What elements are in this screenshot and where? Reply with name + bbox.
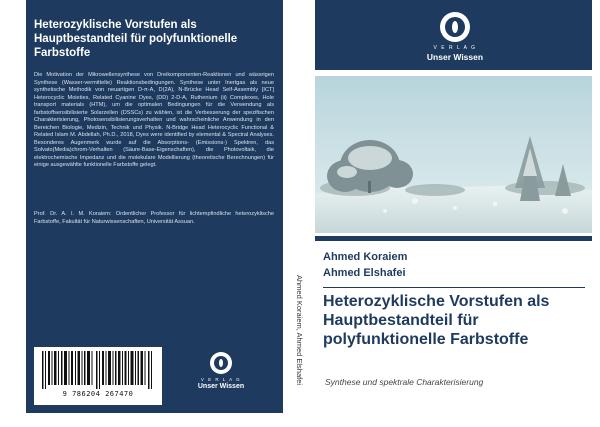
spine-authors: Ahmed Koraiem, Ahmed Elshafei bbox=[295, 275, 304, 386]
barcode-icon bbox=[40, 351, 156, 389]
book-title: Heterozyklische Vorstufen als Hauptbestandteil für polyfunktionelle Farbstoffe bbox=[323, 293, 550, 348]
back-publisher-logo bbox=[191, 352, 251, 390]
back-description: Die Motivation der Mikrowellensynthese von Dreikomponenten-Reaktionen und wässrigen Synthese (Wasser-vermittelte) Reaktionsbedingungen. Synthese unter Inertgas als neue synthetische Methodik von neuartigen D-π-A, D(2A), N-Brücke Head Self-Assembly [ICT] Heterocyclic Moieties, Related Cyanine Dyes, (DD) 2-D-A, Ruthenium (ii) Complexes, Hole transport materials (HTM), um die optimalen Bedingungen für die Verwendung als farbstoffsensibilisierte Solarzellen (DSSCs) zu wählen, ist die Verbesserung der spezifischen Charakterisierung, Photosensibilisierungsverhalten und wahrscheinliche Anwendung in den Bereichen Biologie, Medizin, Technik und Physik. N-Bridge Head Heterocyclic Functional & Related Islam M. Abdellah, Ph.D., 2018, Dyes were identified by elemental & Spectral Analyses. Besonderes Augenmerk wurde auf die Absorptions- (Emissions-) Spektren, das Solvato(Media)chrom-Verhalten (Säure-Base-Eigenschaften), die Photovoltaik, die elektrochemische Impedanz und die molekulare Modellierung (theoretische Berechnungen) für einige ausgewählte funktionelle Farbstoffe gelegt. bbox=[34, 72, 274, 168]
cover-photo-snowy-landscape bbox=[315, 76, 592, 233]
back-title: Heterozyklische Vorstufen als Hauptbestandteil für polyfunktionelle Farbstoffe bbox=[34, 19, 238, 59]
leaf-circle-icon bbox=[440, 12, 470, 42]
back-cover bbox=[26, 0, 283, 413]
author-name: Ahmed Elshafei bbox=[323, 267, 406, 279]
author-name: Ahmed Koraiem bbox=[323, 251, 408, 263]
title-divider bbox=[323, 287, 585, 288]
publisher-name: Unser Wissen bbox=[426, 52, 484, 62]
blue-strip bbox=[315, 236, 592, 241]
author-list bbox=[323, 249, 583, 281]
front-header-band bbox=[315, 0, 592, 70]
book-subtitle: Synthese und spektrale Charakterisierung bbox=[325, 377, 484, 387]
isbn-number: 9 786204 267470 bbox=[62, 390, 134, 398]
publisher-name: Unser Wissen bbox=[197, 383, 245, 390]
author-bio: Prof. Dr. A. I. M. Koraiem: Ordentlicher Professor für lichtempfindliche heterozyklische Farbstoffe, Fakultät für Naturwissenschaften, Universität Assuan. bbox=[34, 211, 274, 225]
isbn-barcode bbox=[34, 347, 162, 405]
publisher-small-text: V E R L A G bbox=[433, 45, 477, 51]
leaf-circle-icon bbox=[210, 352, 232, 374]
publisher-small-text: V E R L A G bbox=[200, 377, 242, 382]
front-publisher-logo bbox=[410, 12, 500, 62]
front-cover bbox=[315, 0, 592, 413]
